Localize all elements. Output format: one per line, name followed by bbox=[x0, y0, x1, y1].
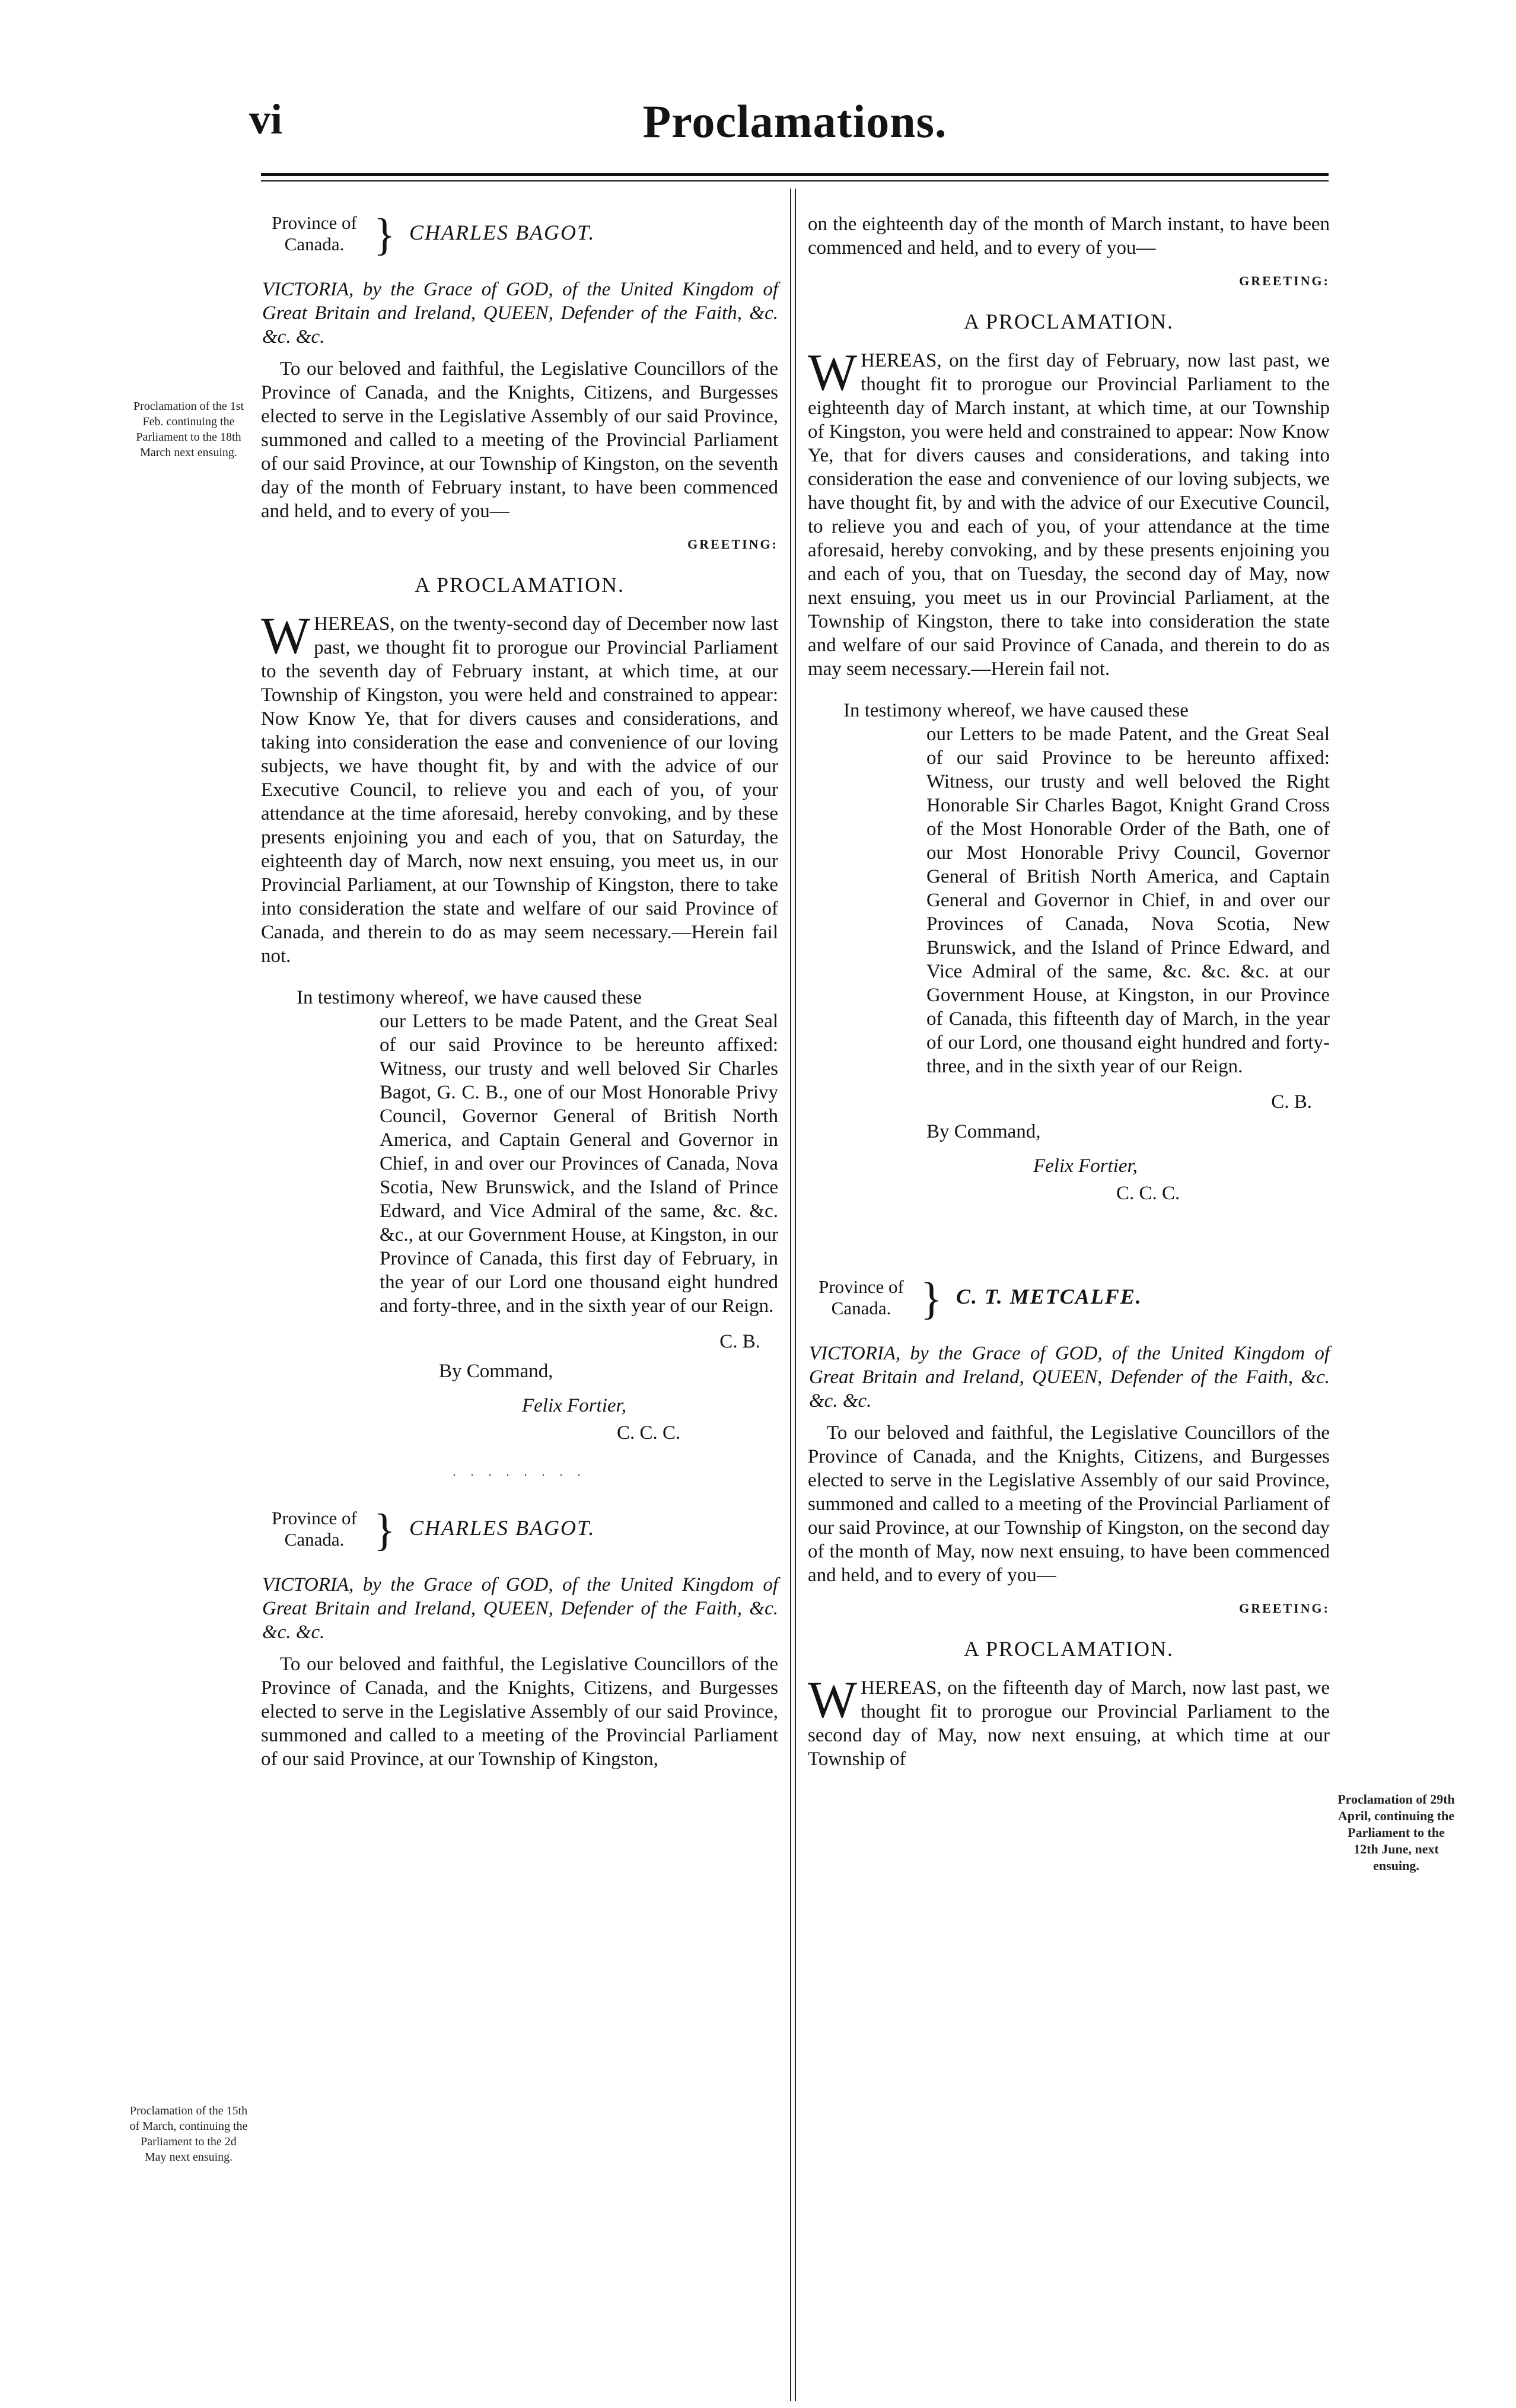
province-label-2: Province of Canada. bbox=[272, 1508, 357, 1550]
province-label-3: Province of Canada. bbox=[818, 1276, 904, 1318]
testimony-body-r: our Letters to be made Patent, and the Great Seal of our said Province to be hereunto affixed: Witness, our trusty and well beloved the Right Honorable Sir Charles Bagot, Knight Grand Cross of the Most Honorable Order of the Bath, one of our Most Honorable Privy Council, Governor General of British North America, and Captain General and Governor in Chief, in and over our Provinces of Canada, Nova Scotia, New Brunswick, and the Island of Prince Edward, and Vice Admiral of the same, &c. &c. &c. at our Government House, at Kingston, in our Province of Canada, this fifteenth day of March, in the year of our Lord, one thousand eight hundred and forty-three, and in the sixth year of our Reign. bbox=[926, 724, 1330, 1077]
signer-name: Felix Fortier, bbox=[522, 1395, 626, 1416]
continued-address: on the eighteenth day of the month of March instant, to have been commenced and held, and to every of you— bbox=[808, 214, 1330, 259]
by-command-r: By Command, bbox=[926, 1121, 1041, 1142]
proclamation-heading-3: A PROCLAMATION. bbox=[963, 1637, 1174, 1661]
province-header-3 bbox=[808, 1276, 1330, 1342]
greeting: GREETING: bbox=[687, 537, 778, 552]
whereas-text: HEREAS, on the twenty-second day of December now last past, we thought fit to prorogue our Provincial Parliament to the seventh day of February instant, at which time, at our Township of Kingston, you were held and constrained to appear: Now Know Ye, that for divers causes and considerations, and taking into consideration the ease and convenience of our loving subjects, we have thought fit, by and with the advice of our Executive Council, to relieve you and each of you, of your attendance at the time aforesaid, hereby convoking, and by these presents enjoining you and each of you, that on Saturday, the eighteenth day of March, now next ensuing, you meet us, in our Provincial Parliament, at our Township of Kingston, there to take into consideration the state and welfare of our said Province of Canada, and therein to do as may seem necessary.—Herein fail not. bbox=[261, 613, 778, 967]
proclamation-heading-r: A PROCLAMATION. bbox=[963, 310, 1174, 333]
province-label: Province of Canada. bbox=[272, 212, 357, 254]
margin-note-april: Proclamation of 29th April, continuing the Parliament to the 12th June, next ensuing. bbox=[1337, 1792, 1455, 1873]
whereas-paragraph-3 bbox=[808, 1671, 1330, 1771]
signer-title-r: C. C. C. bbox=[1116, 1183, 1180, 1204]
header-rule-thick bbox=[261, 173, 1329, 176]
margin-note-feb: Proclamation of the 1st Feb. continuing the Parliament to the 18th March next ensuing. bbox=[133, 400, 244, 459]
province-header-2 bbox=[261, 1505, 778, 1573]
by-command: By Command, bbox=[439, 1361, 553, 1382]
header-rule-thin bbox=[261, 180, 1329, 181]
testimony bbox=[261, 986, 778, 1318]
address-paragraph: To our beloved and faithful, the Legislative Councillors of the Province of Canada, and the Knights, Citizens, and Burgesses elected to serve in the Legislative Assembly of our said Province, summoned and called to a meeting of the Provincial Parliament of our said Province, at our Township of Kingston, on the seventh day of the month of February instant, to have been commenced and held, and to every of you— bbox=[261, 358, 778, 522]
greeting-3: GREETING: bbox=[1239, 1601, 1330, 1616]
victoria-title-3: VICTORIA, by the Grace of GOD, of the United Kingdom of Great Britain and Ireland, QUEEN, Defender of the Faith, &c. &c. &c. bbox=[809, 1343, 1330, 1412]
address-paragraph-3: To our beloved and faithful, the Legislative Councillors of the Province of Canada, and the Knights, Citizens, and Burgesses elected to serve in the Legislative Assembly of our said Province, summoned and called to a meeting of the Provincial Parliament of our said Province, at our Township of Kingston, on the second day of the month of May, now next ensuing, to have been commenced and held, and to every of you— bbox=[808, 1422, 1330, 1586]
governor-name: CHARLES BAGOT. bbox=[409, 221, 595, 244]
page-title: Proclamations. bbox=[642, 95, 947, 147]
governor-name-3: C. T. METCALFE. bbox=[956, 1285, 1142, 1308]
column-divider bbox=[790, 189, 791, 2401]
proclamation-heading: A PROCLAMATION. bbox=[414, 573, 625, 597]
page-number: vi bbox=[249, 95, 283, 143]
brace-glyph: } bbox=[374, 210, 396, 260]
drop-cap-3: W bbox=[808, 1671, 858, 1729]
column-divider-inner bbox=[795, 189, 796, 2401]
victoria-title-2: VICTORIA, by the Grace of GOD, of the United Kingdom of Great Britain and Ireland, QUEEN, Defender of the Faith, &c. &c. &c. bbox=[262, 1574, 778, 1643]
left-column bbox=[261, 212, 778, 1771]
whereas-text-3: HEREAS, on the fifteenth day of March, now last past, we thought fit to prorogue our Provincial Parliament to the second day of May, now next ensuing, at which time at our Township of bbox=[808, 1677, 1330, 1770]
section-separator: . . . . . . . . bbox=[453, 1466, 587, 1479]
victoria-title: VICTORIA, by the Grace of GOD, of the United Kingdom of Great Britain and Ireland, QUEEN, Defender of the Faith, &c. &c. &c. bbox=[262, 279, 778, 348]
testimony-first-line: In testimony whereof, we have caused these bbox=[297, 987, 642, 1008]
brace-glyph-3: } bbox=[921, 1274, 942, 1324]
province-header bbox=[261, 212, 778, 278]
whereas-paragraph bbox=[261, 607, 778, 968]
testimony-first-line-r: In testimony whereof, we have caused these bbox=[843, 700, 1189, 721]
margin-note-march: Proclamation of the 15th of March, continuing the Parliament to the 2d May next ensuing. bbox=[129, 2104, 248, 2164]
drop-cap: W bbox=[261, 607, 311, 665]
whereas-text-r: HEREAS, on the first day of February, now last past, we thought fit to prorogue our Provincial Parliament to the eighteenth day of March instant, at which time, at our Township of Kingston, you were held and constrained to appear: Now Know Ye, that for divers causes and considerations, and taking into consideration the ease and convenience of our loving subjects, we have thought fit, by and with the advice of our Executive Council, to relieve you and each of you, of your attendance at the time aforesaid, hereby convoking, and by these presents enjoining you and each of you, that on Tuesday, the second day of May, now next ensuing, you meet us in our Provincial Parliament, at the Township of Kingston, there to take into consideration the state and welfare of our said Province of Canada, and therein to do as may seem necessary.—Herein fail not. bbox=[808, 350, 1330, 680]
testimony-r bbox=[808, 699, 1330, 1078]
testimony-body: our Letters to be made Patent, and the Great Seal of our said Province to be hereunto affixed: Witness, our trusty and well beloved Sir Charles Bagot, G. C. B., one of our Most Honorable Privy Council, Governor General of British North America, and Captain General and Governor in Chief, in and over our Provinces of Canada, Nova Scotia, New Brunswick, and the Island of Prince Edward, and Vice Admiral of the same, &c. &c. &c., at our Government House, at Kingston, in our Province of Canada, this first day of February, in the year of our Lord one thousand eight hundred and forty-three, and in the sixth year of our Reign. bbox=[380, 1011, 778, 1317]
initials-r: C. B. bbox=[1271, 1091, 1312, 1113]
greeting-r: GREETING: bbox=[1239, 273, 1330, 288]
brace-glyph-2: } bbox=[374, 1505, 396, 1555]
signer-title: C. C. C. bbox=[617, 1422, 681, 1444]
running-header bbox=[249, 95, 1340, 160]
drop-cap-r: W bbox=[808, 344, 858, 402]
whereas-paragraph-r bbox=[808, 344, 1330, 681]
address-paragraph-2: To our beloved and faithful, the Legislative Councillors of the Province of Canada, and the Knights, Citizens, and Burgesses elected to serve in the Legislative Assembly of our said Province, summoned and called to a meeting of the Provincial Parliament of our said Province, at our Township of Kingston, bbox=[261, 1654, 778, 1770]
signer-name-r: Felix Fortier, bbox=[1033, 1155, 1138, 1177]
governor-name-2: CHARLES BAGOT. bbox=[409, 1516, 595, 1540]
right-column bbox=[808, 212, 1330, 1771]
initials: C. B. bbox=[719, 1331, 760, 1352]
